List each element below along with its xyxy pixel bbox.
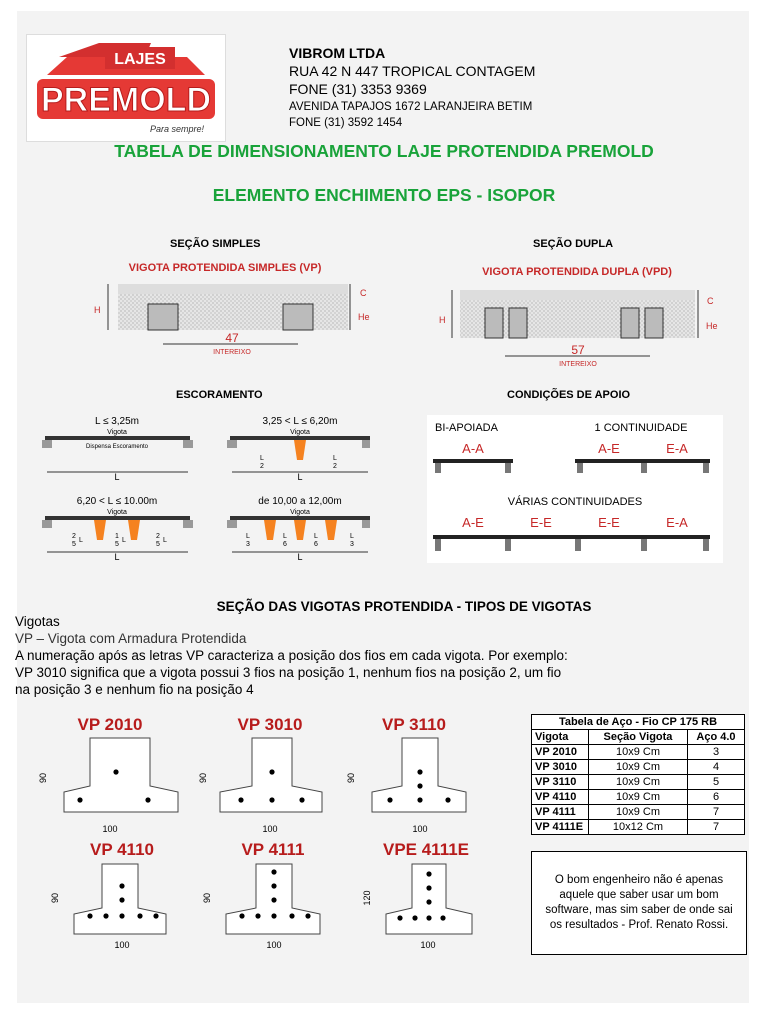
profile-vp4111-width: 100 — [266, 940, 282, 950]
shoring-d4-title: de 10,00 a 12,00m — [258, 496, 342, 507]
sub-title: ELEMENTO ENCHIMENTO EPS - ISOPOR — [212, 185, 556, 205]
double-he: He — [706, 321, 718, 331]
company-phone-2: FONE (31) 3592 1454 — [289, 117, 403, 129]
table-row — [532, 760, 745, 775]
double-section-diagram — [435, 262, 725, 372]
cell-aco: 4 — [688, 760, 745, 775]
cell-secao: 10x9 Cm — [589, 745, 688, 760]
vigotas-heading: Vigotas — [15, 614, 60, 629]
support-m3: E-E — [598, 515, 620, 530]
support-m4: E-A — [666, 515, 688, 530]
table-row — [532, 775, 745, 790]
shoring-d2-f3: L — [333, 455, 337, 462]
shoring-d2-title: 3,25 < L ≤ 6,20m — [262, 416, 338, 427]
profile-vp2010-width: 100 — [102, 824, 118, 834]
profile-vp4111 — [202, 840, 320, 950]
shoring-d3-f7: 2 — [156, 533, 160, 540]
profile-vp3010-name: VP 3010 — [237, 715, 303, 734]
shoring-d4-vigota: Vigota — [290, 509, 310, 516]
cell-secao: 10x9 Cm — [589, 760, 688, 775]
shoring-d4-f6: 6 — [314, 541, 318, 548]
shoring-d4-f3: L — [283, 533, 287, 540]
support-aa: A-A — [462, 441, 484, 456]
shoring-d1-note: Dispensa Escoramento — [85, 444, 149, 450]
simple-he: He — [358, 312, 370, 322]
table-row — [532, 820, 745, 835]
vigotas-line-3: VP 3010 significa que a vigota possui 3 fios na posição 1, nenhum fios na posição 2, um fio — [15, 665, 562, 680]
shoring-d4-l: L — [297, 552, 303, 562]
shoring-d3-f5: 5 — [115, 541, 119, 548]
profile-vp4110-height: 90 — [50, 892, 60, 904]
profile-vp4111-name: VP 4111 — [241, 840, 305, 859]
premold-logo — [26, 34, 226, 142]
profile-vp3010-height: 90 — [198, 772, 208, 784]
cell-aco: 3 — [688, 745, 745, 760]
shoring-d3-f1: 2 — [72, 533, 76, 540]
company-address-1: RUA 42 N 447 TROPICAL CONTAGEM — [289, 63, 536, 79]
shoring-d3-f9: L — [163, 537, 167, 544]
cell-secao: 10x9 Cm — [589, 775, 688, 790]
table-row — [532, 790, 745, 805]
shoring-d3-l: L — [114, 552, 120, 562]
header-vigota: Vigota — [532, 730, 589, 745]
cell-aco: 7 — [688, 820, 745, 835]
double-caption: VIGOTA PROTENDIDA DUPLA (VPD) — [482, 266, 672, 278]
cell-secao: 10x12 Cm — [589, 820, 688, 835]
shoring-d2-vigota: Vigota — [290, 429, 310, 436]
shoring-d4-f7: L — [350, 533, 354, 540]
profile-vp3010-width: 100 — [262, 824, 278, 834]
simple-caption: VIGOTA PROTENDIDA SIMPLES (VP) — [128, 262, 322, 274]
vigotas-section-title: SEÇÃO DAS VIGOTAS PROTENDIDA - TIPOS DE VIGOTAS — [216, 599, 592, 614]
shoring-d3-f2: 5 — [72, 541, 76, 548]
simple-intereixo: INTEREIXO — [213, 349, 251, 356]
support-many-label: VÁRIAS CONTINUIDADES — [507, 496, 643, 508]
cell-vigota: VP 3010 — [532, 760, 589, 775]
profile-vp2010-name: VP 2010 — [77, 715, 143, 734]
company-name: VIBROM LTDA — [289, 45, 386, 61]
double-intereixo: INTEREIXO — [559, 361, 597, 368]
simple-c: C — [360, 288, 367, 298]
shoring-d2-f4: 2 — [333, 463, 337, 470]
shoring-d2-f1: L — [260, 455, 264, 462]
profile-vp4110-name: VP 4110 — [90, 840, 154, 859]
profile-vpe4111e-height: 120 — [362, 890, 372, 906]
shoring-d4-f4: 6 — [283, 541, 287, 548]
engineer-quote — [531, 851, 747, 955]
cell-secao: 10x9 Cm — [589, 805, 688, 820]
shoring-d2-l: L — [297, 472, 303, 482]
cell-vigota: VP 3110 — [532, 775, 589, 790]
engineer-quote-text: O bom engenheiro não é apenas aquele que saber usar um bom software, mas sim saber de onde sai os resultados - Prof. Renato Rossi. — [545, 874, 733, 931]
company-phone-1: FONE (31) 3353 9369 — [289, 81, 427, 97]
support-conditions-diagram — [427, 415, 723, 563]
shoring-d3-f6: L — [122, 537, 126, 544]
profile-vp4110 — [50, 840, 166, 950]
section-double-label: SEÇÃO DUPLA — [533, 238, 614, 250]
header-aco: Aço 4.0 — [688, 730, 745, 745]
shoring-d1-vigota: Vigota — [107, 429, 127, 436]
support-ae: A-E — [598, 441, 620, 456]
simple-width: 47 — [225, 331, 239, 345]
profile-vp2010-height: 90 — [38, 772, 48, 784]
shoring-d2-f2: 2 — [260, 463, 264, 470]
cell-vigota: VP 4111 — [532, 805, 589, 820]
profile-vpe4111e-name: VPE 4111E — [382, 840, 470, 859]
profile-vpe4111e-width: 100 — [420, 940, 436, 950]
shoring-d3-title: 6,20 < L ≤ 10.00m — [76, 496, 158, 507]
shoring-d4-f2: 3 — [246, 541, 250, 548]
support-bi-label: BI-APOIADA — [435, 422, 498, 434]
support-ea: E-A — [666, 441, 688, 456]
steel-table-header — [532, 730, 745, 745]
simple-section-diagram — [88, 258, 378, 358]
logo-top-text: LAJES — [114, 51, 166, 68]
section-simple-label: SEÇÃO SIMPLES — [170, 238, 261, 250]
profile-vp3110-name: VP 3110 — [382, 715, 446, 734]
double-width: 57 — [571, 343, 585, 357]
vigota-profiles — [30, 708, 500, 956]
header-secao: Seção Vigota — [589, 730, 688, 745]
logo-main-text: PREMOLD — [41, 81, 211, 119]
cell-aco: 7 — [688, 805, 745, 820]
cell-vigota: VP 4110 — [532, 790, 589, 805]
shoring-label: ESCORAMENTO — [176, 389, 263, 401]
profile-vp4111-height: 90 — [202, 892, 212, 904]
profile-vp3110-width: 100 — [412, 824, 428, 834]
shoring-d3-f3: L — [79, 537, 83, 544]
vigotas-intro — [15, 613, 568, 698]
cell-aco: 5 — [688, 775, 745, 790]
shoring-d4-f8: 3 — [350, 541, 354, 548]
cell-aco: 6 — [688, 790, 745, 805]
simple-h: H — [94, 305, 101, 315]
table-row — [532, 745, 745, 760]
shoring-d4-f5: L — [314, 533, 318, 540]
support-m1: A-E — [462, 515, 484, 530]
support-label: CONDIÇÕES DE APOIO — [507, 389, 631, 401]
double-c: C — [707, 296, 714, 306]
vigotas-line-1: VP – Vigota com Armadura Protendida — [15, 631, 247, 646]
shoring-d1-l: L — [114, 472, 120, 482]
table-row — [532, 805, 745, 820]
shoring-d4-f1: L — [246, 533, 250, 540]
double-h: H — [439, 315, 446, 325]
support-one-label: 1 CONTINUIDADE — [594, 422, 688, 434]
cell-vigota: VP 2010 — [532, 745, 589, 760]
profile-vp3110-height: 90 — [346, 772, 356, 784]
profile-vp3010 — [198, 715, 322, 834]
profile-vpe4111e — [362, 840, 472, 950]
vigotas-line-4: na posição 3 e nenhum fio na posição 4 — [15, 682, 254, 697]
shoring-d1-title: L ≤ 3,25m — [94, 416, 140, 427]
company-info — [289, 44, 535, 131]
shoring-diagrams — [40, 410, 370, 570]
shoring-d3-vigota: Vigota — [107, 509, 127, 516]
cell-secao: 10x9 Cm — [589, 790, 688, 805]
company-address-2: AVENIDA TAPAJOS 1672 LARANJEIRA BETIM — [289, 101, 533, 113]
support-m2: E-E — [530, 515, 552, 530]
vigotas-line-2: A numeração após as letras VP caracteriza a posição dos fios em cada vigota. Por exemplo: — [15, 648, 568, 663]
shoring-d3-f4: 1 — [115, 533, 119, 540]
cell-vigota: VP 4111E — [532, 820, 589, 835]
logo-slogan: Para sempre! — [149, 124, 205, 134]
profile-vp4110-width: 100 — [114, 940, 130, 950]
profile-vp2010 — [38, 715, 178, 834]
shoring-d3-f8: 5 — [156, 541, 160, 548]
steel-table — [531, 714, 745, 835]
profile-vp3110 — [346, 715, 466, 834]
main-title: TABELA DE DIMENSIONAMENTO LAJE PROTENDIDA PREMOLD — [114, 141, 654, 161]
steel-table-caption: Tabela de Aço - Fio CP 175 RB — [532, 715, 745, 730]
